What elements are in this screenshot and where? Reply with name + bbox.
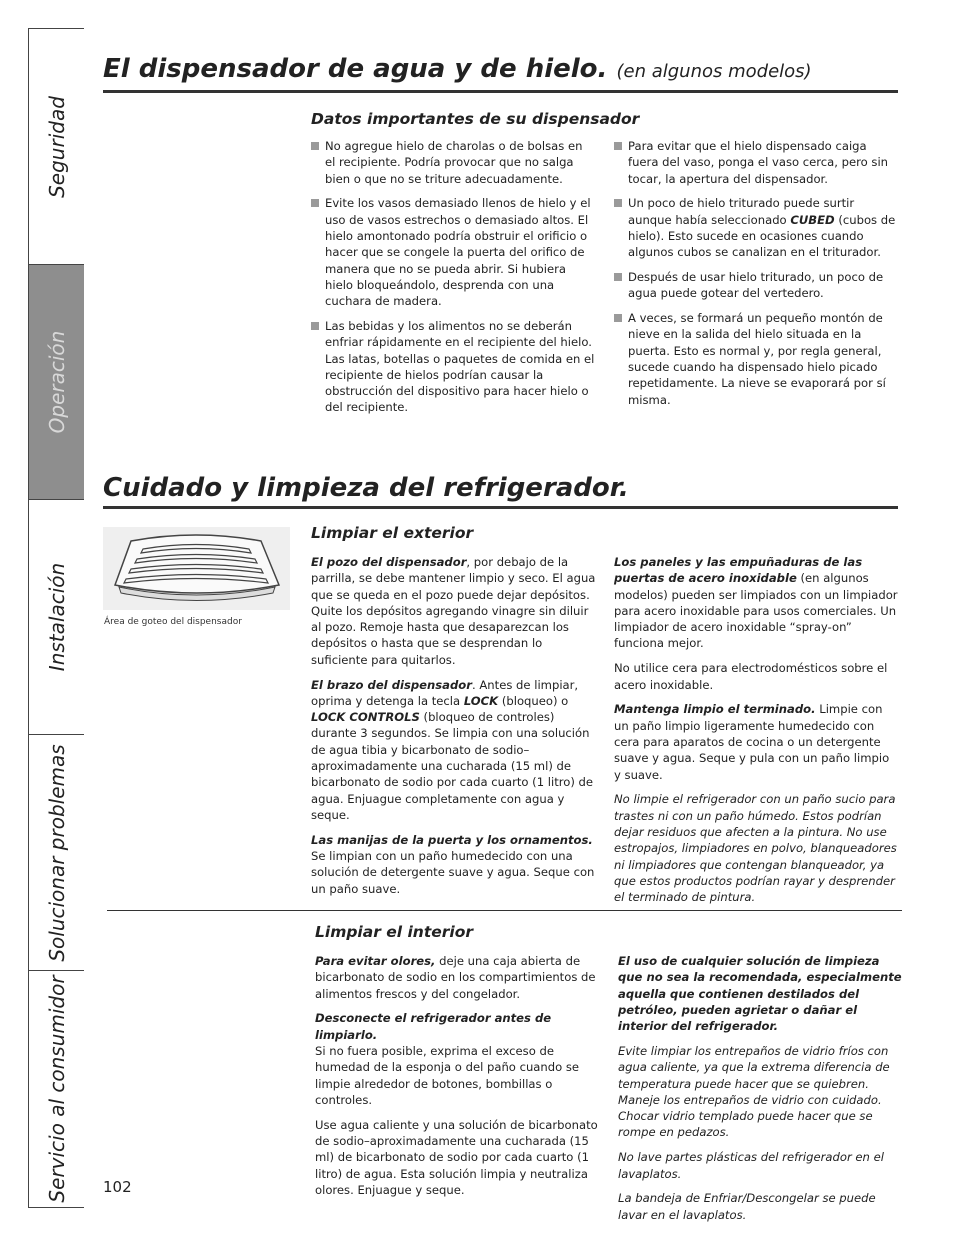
paragraph-text: , por debajo de la parrilla, se debe mantener limpio y seco. El agua que se queda en el pozo puede dejar depósitos. Quite los depósitos agregando vinagre sin diluir al pozo. Remoje hasta que desaparezcan los depósitos o hasta que se desprendan lo suficiente para quitarlos. [311, 555, 596, 667]
paragraph [311, 832, 596, 897]
bullet-text: Las bebidas y los alimentos no se deberán enfriar rápidamente en el recipiente del hielo. Las latas, botellas o paquetes de comida en el recipiente de hielos podrían causar la obstrucción del dispositivo para hacer hielo o del recipiente. [325, 318, 595, 415]
bullet-text: (cubos de hielo). Esto sucede en ocasiones cuando algunos cubos se canalizan en el triturador. [628, 212, 896, 260]
paragraph-warning: El uso de cualquier solución de limpieza que no sea la recomendada, especialmente aquella que contienen destilados del petróleo, pueden agrietar o dañar el interior del refrigerador. [618, 954, 902, 1034]
bullet-square-icon [311, 199, 319, 207]
paragraph-text: . Antes de limpiar, oprima y detenga la tecla [311, 677, 579, 708]
paragraph-note: No lave partes plásticas del refrigerador en el lavaplatos. [618, 1150, 884, 1181]
title-subtitle: (en algunos modelos) [616, 61, 812, 82]
bullet-square-icon [614, 273, 622, 281]
bullet-text: Un poco de hielo triturado puede surtir aunque había seleccionado [628, 196, 855, 227]
paragraph-text: (en algunos modelos) pueden ser limpiados con un limpiador para acero inoxidable para usos comerciales. Un limpiador de acero inoxidable “spray-on” funciona mejor. [614, 571, 898, 651]
paragraph-text: Limpie con un paño limpio ligeramente humedecido con cera para aparatos de cocina o un detergente suave y agua. Seque y pula con un paño limpio y suave. [614, 702, 890, 782]
paragraph: No utilice cera para electrodomésticos sobre el acero inoxidable. [614, 661, 888, 692]
drip-area-illustration [103, 527, 290, 610]
bullet-item [614, 195, 898, 260]
paragraph [315, 1010, 600, 1108]
title-text: El dispensador de agua y de hielo. [103, 54, 608, 84]
bullet-item [614, 310, 898, 408]
exterior-left-column [311, 554, 596, 905]
paragraph-lead: Las manijas de la puerta y los ornamentos. [311, 832, 593, 847]
drip-tray-icon [103, 527, 290, 610]
tab-label: Servicio al consumidor [44, 975, 69, 1203]
paragraph-lead: Los paneles y las empuñaduras de las puertas de acero inoxidable [614, 555, 863, 586]
tab-instalacion[interactable] [29, 500, 84, 735]
section-title-cuidado-limpieza [103, 472, 898, 509]
section-title-dispensador [103, 53, 898, 93]
page-number: 102 [103, 1178, 132, 1196]
paragraph: Use agua caliente y una solución de bicarbonato de sodio–aproximadamente una cucharada (15 ml) de bicarbonato de sodio por cada cuarto (1 litro) de agua. Esta solución limpia y neutraliza olores. Enjuague y seque. [315, 1117, 598, 1197]
bullet-text: A veces, se formará un pequeño montón de nieve en la salida del hielo situada en la puerta. Esto es normal y, por regla general, sucede cuando ha dispensado hielo picado repetidamente. La nieve se evaporará por sí misma. [628, 311, 886, 407]
bullet-item [311, 138, 596, 187]
tab-label: Instalación [44, 562, 69, 672]
lock-controls-label: LOCK CONTROLS [311, 710, 420, 725]
figure-caption: Área de goteo del dispensador [104, 617, 242, 627]
paragraph-note: La bandeja de Enfriar/Descongelar se puede lavar en el lavaplatos. [618, 1191, 876, 1222]
tab-label: Operación [44, 330, 69, 434]
bullet-square-icon [614, 199, 622, 207]
bullet-item [614, 269, 898, 302]
paragraph [614, 554, 899, 652]
paragraph-lead: Desconecte el refrigerador antes de limpiarlo. [315, 1011, 552, 1042]
bullet-text: No agregue hielo de charolas o de bolsas en el recipiente. Podría provocar que no salga bien o que no se triture adecuadamente. [325, 139, 583, 186]
bullet-item [614, 138, 898, 187]
heading-limpiar-interior: Limpiar el interior [315, 923, 473, 941]
sidebar-nav [28, 28, 84, 1208]
lock-key-label: LOCK [463, 693, 499, 708]
tab-servicio-al-consumidor[interactable] [29, 971, 84, 1207]
bullet-item [311, 195, 596, 309]
bullet-text: Evite los vasos demasiado llenos de hielo y el uso de vasos estrechos o demasiado altos. El hielo amontonado podría obstruir el orificio o hacer que se congele la puerta del orifico de manera que no se pueda abrir. Si hubiera hielo bloqueándolo, desprenda con una cuchara de madera. [325, 196, 591, 309]
bullet-square-icon [614, 314, 622, 322]
tab-solucionar-problemas[interactable] [29, 735, 84, 971]
paragraph-note: No limpie el refrigerador con un paño sucio para trastes ni con un paño húmedo. Estos podrían dejar residuos que afecten a la pintura. No use estropajos, limpiadores en polvo, blanqueadores ni limpiadores que contengan blanqueador, ya que estos productos podrían rayar y desprender el terminado de pintura. [614, 792, 897, 905]
heading-limpiar-exterior: Limpiar el exterior [311, 524, 474, 542]
interior-left-column [315, 953, 600, 1207]
paragraph [614, 701, 899, 782]
dispenser-right-column [614, 138, 898, 416]
tab-operacion[interactable] [29, 265, 84, 500]
paragraph-note: Evite limpiar los entrepaños de vidrio fríos con agua caliente, ya que la extrema diferencia de temperatura puede hacer que se quiebren. Maneje los entrepaños de vidrio con cuidado. Chocar vidrio templado puede hacer que se rompe en pedazos. [618, 1043, 890, 1140]
bullet-square-icon [311, 142, 319, 150]
bullet-text: Para evitar que el hielo dispensado caiga fuera del vaso, ponga el vaso cerca, pero sin tocar, la apertura del dispensador. [628, 139, 889, 186]
paragraph-text: (bloqueo) o [498, 693, 569, 708]
exterior-right-column [614, 554, 899, 914]
paragraph-lead: El pozo del dispensador [311, 555, 467, 569]
tab-label: Seguridad [44, 95, 69, 198]
paragraph-lead: Mantenga limpio el terminado. [614, 702, 816, 717]
cubed-label: CUBED [790, 212, 835, 227]
paragraph [311, 677, 596, 824]
paragraph-text: deje una caja abierta de bicarbonato de sodio en los compartimientos de alimentos frescos y del congelador. [315, 954, 596, 1001]
bullet-square-icon [311, 322, 319, 330]
dispenser-left-column [311, 138, 596, 424]
bullet-square-icon [614, 142, 622, 150]
section-divider [107, 910, 902, 911]
paragraph-text: Si no fuera posible, exprima el exceso de humedad de la esponja o del paño cuando se limpie alrededor de botones, bombillas o controles. [315, 1043, 580, 1107]
title-text: Cuidado y limpieza del refrigerador. [103, 473, 629, 503]
paragraph [315, 953, 600, 1002]
paragraph-text: Se limpian con un paño humedecido con una solución de detergente suave y agua. Seque con un paño suave. [311, 849, 595, 896]
paragraph-lead: Para evitar olores, [315, 954, 436, 968]
paragraph [311, 554, 596, 668]
heading-datos-importantes: Datos importantes de su dispensador [311, 110, 640, 128]
interior-right-column [618, 953, 903, 1231]
paragraph-lead: El brazo del dispensador [311, 677, 472, 692]
tab-label: Solucionar problemas [44, 743, 69, 962]
bullet-item [311, 318, 596, 416]
paragraph-text: (bloqueo de controles) durante 3 segundos. Se limpia con una solución de agua tibia y bicarbonato de sodio–aproximadamente una cucharada (15 ml) de bicarbonato de sodio por cada cuarto (1 litro) de agua. Enjuague completamente con agua y seque. [311, 710, 594, 822]
bullet-text: Después de usar hielo triturado, un poco de agua puede gotear del vertedero. [628, 270, 884, 301]
tab-seguridad[interactable] [29, 29, 84, 265]
